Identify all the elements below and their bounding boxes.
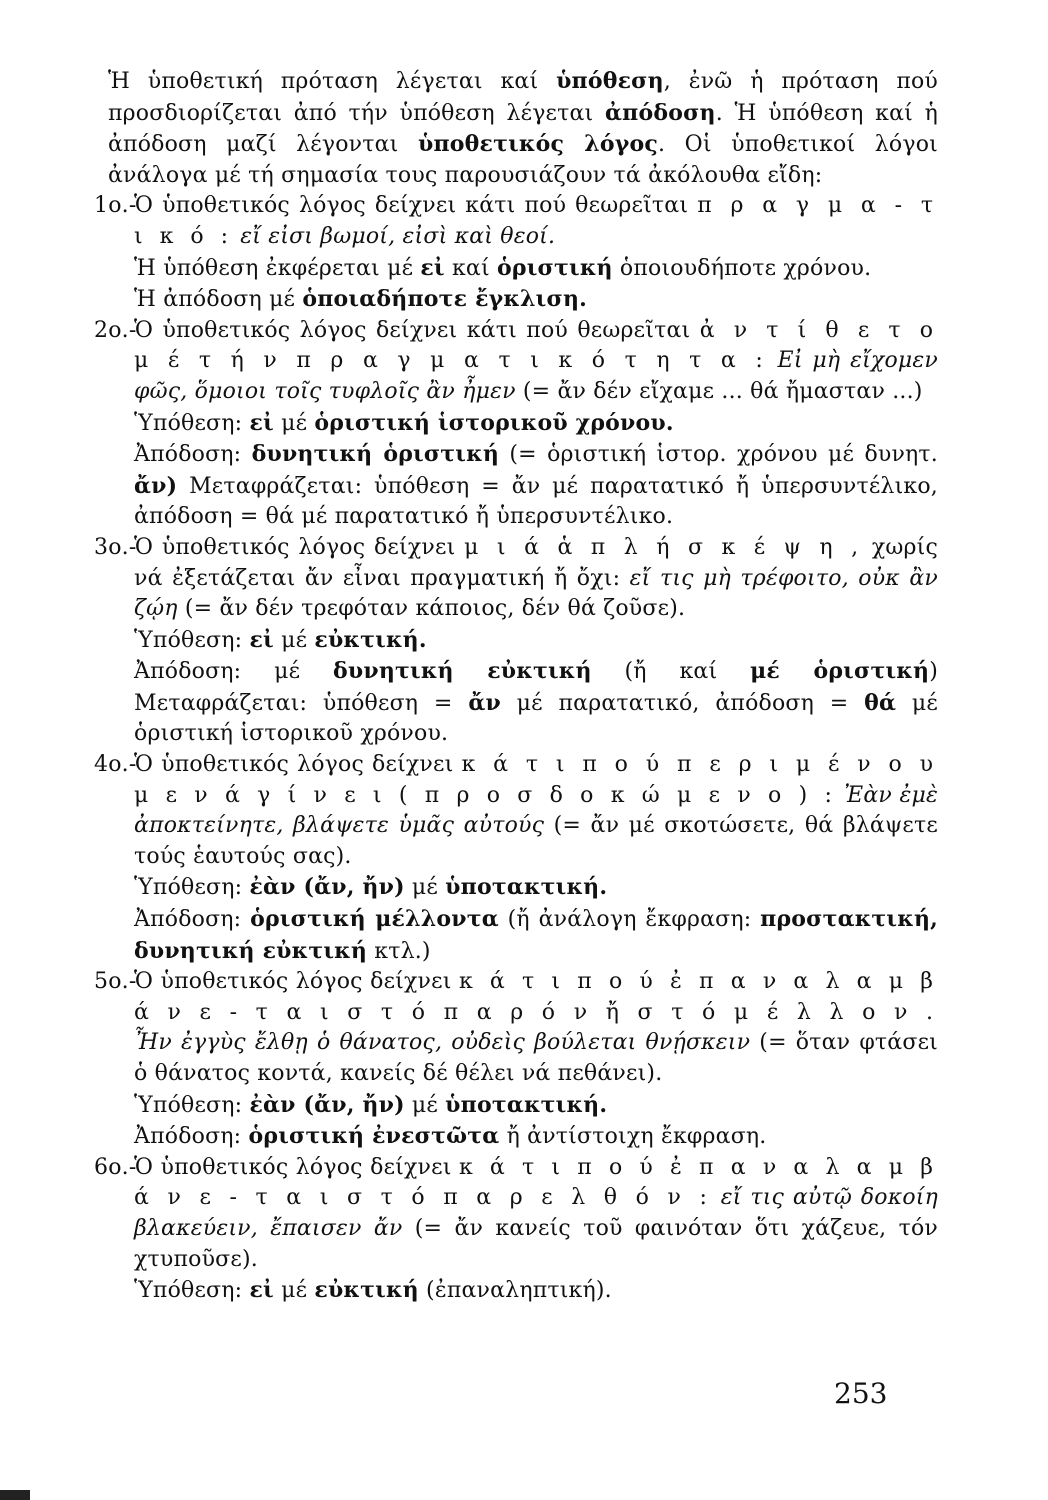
- rule-bold: ἐὰν (ἄν, ἤν): [249, 874, 405, 901]
- translation: (= ὅταν φτάσει ὁ θάνατος κοντά, κανείς δέ θέλει νά πεθάνει).: [134, 1030, 938, 1086]
- page-number: 253: [834, 1377, 888, 1410]
- item-number: 2ο.-: [94, 317, 137, 343]
- rule-bold: ὁριστική: [497, 254, 613, 281]
- list-item: [94, 533, 939, 750]
- intro-text: , ἐνῶ ἡ πρόταση πού προσδιορίζεται ἀπό τήν ὑπόθεση λέγεται: [108, 69, 939, 126]
- term-apodosis: ἀπόδοση: [605, 99, 716, 126]
- item-number: 6ο.-: [94, 1154, 137, 1180]
- item-text: Ὁ ὑποθετικός λόγος δείχνει: [134, 752, 462, 778]
- rule-text: Μεταφράζεται: ὑπόθεση = ἄν μέ παρατατικό ἤ ὑπερσυντέλικο, ἀπόδοση = θά μέ παρατατικό ἤ ὑπερσυντέλικο.: [134, 473, 938, 530]
- list-item: [94, 967, 939, 1153]
- rule-bold: εἰ: [249, 626, 274, 653]
- page-body: [94, 66, 939, 1307]
- rule-bold: ἄν): [134, 472, 178, 499]
- intro-text: . Οἱ ὑποθετικοί λόγοι ἀνάλογα μέ τή σημασία τους παρουσιάζουν τά ἀκόλουθα εἴδη:: [108, 132, 938, 188]
- term-conditional: ὑποθετικός λόγος: [417, 131, 658, 158]
- rule-text: Ἀπόδοση:: [134, 907, 251, 933]
- rule-bold: προστακτική, δυνητική εὐκτική: [134, 906, 938, 964]
- intro-text: . Ἡ ὑπόθεση καί ἡ ἀπόδοση μαζί λέγονται: [108, 100, 938, 158]
- rule-bold: εὐκτική.: [314, 626, 427, 653]
- rule-text: κτλ.): [367, 938, 431, 964]
- item-number: 5ο.-: [94, 969, 137, 995]
- item-number: 3ο.-: [94, 534, 137, 560]
- greek-example: Εἰ μὴ εἴχομεν φῶς, ὅμοιοι τοῖς τυφλοῖς ἂν ἦμεν: [134, 348, 938, 404]
- spaced-term: κ ά τ ι π ο ύ ἐ π α ν α λ α μ β ά ν ε - τ α ι σ τ ό π α ρ ό ν ἤ σ τ ό μ έ λ λ ο ν .: [134, 969, 939, 1025]
- translation: (= ἄν μέ σκοτώσετε, θά βλάψετε τούς ἑαυτούς σας).: [134, 813, 938, 869]
- item-text: Ὁ ὑποθετικός λόγος δείχνει: [134, 1154, 459, 1180]
- rule-text: Ὑπόθεση:: [134, 410, 250, 436]
- list-item: [94, 316, 938, 533]
- rule-bold: εἰ: [420, 254, 445, 281]
- rule-bold: δυνητική εὐκτική: [333, 658, 592, 685]
- greek-example: εἴ τις μὴ τρέφοιτο, οὐκ ἂν ζῴη: [134, 565, 939, 622]
- rule-bold: ὑποτακτική.: [445, 1091, 608, 1118]
- rule-text: (= ὁριστική ἱστορ. χρόνου μέ δυνητ.: [499, 442, 938, 468]
- translation: (= ἄν κανείς τοῦ φαινόταν ὅτι χάζευε, τόν χτυποῦσε).: [134, 1215, 938, 1272]
- rule-text: Ἀπόδοση:: [134, 1124, 249, 1150]
- intro-text: Ἡ ὑποθετική πρόταση λέγεται καί: [108, 69, 557, 94]
- spaced-term: ἀ ν τ ί θ ε τ ο μ έ τ ή ν π ρ α γ μ α τ ι κ ό τ η τ α :: [134, 317, 938, 374]
- greek-example: Ἦν ἐγγὺς ἔλθῃ ὁ θάνατος, οὐδεὶς βούλεται θνῄσκειν: [134, 1030, 751, 1056]
- item-text: Ὁ ὑποθετικός λόγος δείχνει: [134, 969, 459, 995]
- greek-example: Ἐὰν ἐμὲ ἀποκτείνητε, βλάψετε ὑμᾶς αὐτούς: [134, 782, 938, 839]
- rule-text: Ἀπόδοση: μέ: [134, 659, 334, 685]
- item-text: Ὁ ὑποθετικός λόγος δείχνει: [134, 534, 465, 560]
- rule-bold: θά: [864, 689, 897, 716]
- rule-bold: ὁριστική μέλλοντα: [250, 906, 499, 933]
- list-item: [94, 1153, 939, 1307]
- rule-bold: ὁριστική ἐνεστῶτα: [248, 1123, 500, 1150]
- spaced-term: π ρ α γ μ α - τ ι κ ό :: [134, 193, 939, 249]
- rule-text: καί: [444, 255, 497, 281]
- rule-bold: μέ ὁριστική: [750, 658, 930, 685]
- spaced-term: κ ά τ ι π ο ύ π ε ρ ι μ έ ν ο υ μ ε ν ά γ ί ν ε ι ( π ρ ο σ δ ο κ ώ μ ε ν ο ) :: [134, 752, 939, 808]
- item-number: 1ο.-: [94, 193, 137, 219]
- list-item: [94, 750, 939, 967]
- rule-text: ) Μεταφράζεται: ὑπόθεση =: [134, 659, 938, 716]
- rule-text: Ὑπόθεση:: [134, 627, 250, 653]
- rule-bold: ἐὰν (ἄν, ἤν): [249, 1091, 405, 1118]
- scan-edge-mark: [0, 1490, 30, 1500]
- rule-bold: εὐκτική: [314, 1277, 419, 1304]
- rule-text: (ἤ ἀνάλογη ἔκφραση:: [498, 907, 761, 933]
- translation: (= ἄν δέν εἴχαμε ... θά ἤμασταν ...): [515, 378, 923, 404]
- item-text: Ὁ ὑποθετικός λόγος δείχνει κάτι πού θεωρεῖται: [134, 317, 700, 343]
- rule-bold: ὁποιαδήποτε ἔγκλιση.: [302, 286, 587, 313]
- rule-bold: εἰ: [249, 409, 274, 436]
- greek-example: εἴ τις αὐτῷ δοκοίη βλακεύειν, ἔπαισεν ἄν: [134, 1185, 938, 1241]
- rule-bold: δυνητική ὁριστική: [251, 441, 500, 468]
- greek-example: εἴ εἰσι βωμοί, εἰσὶ καὶ θεοί.: [233, 223, 556, 249]
- rule-text: Ὑπόθεση:: [134, 1092, 250, 1118]
- spaced-term: μ ι ά ἁ π λ ή σ κ έ ψ η ,: [464, 534, 864, 560]
- translation: (= ἄν δέν τρεφόταν κάποιος, δέν θά ζοῦσε).: [177, 596, 686, 622]
- rule-text: μέ παρατατικό, ἀπόδοση =: [500, 690, 865, 716]
- rule-text: Ὑπόθεση:: [134, 875, 250, 901]
- item-text: χωρίς νά ἐξετάζεται ἄν εἶναι πραγματική ἤ ὄχι:: [134, 534, 938, 591]
- rule-bold: εἰ: [249, 1277, 274, 1304]
- intro-paragraph: [108, 66, 938, 191]
- rule-text: Ἡ ὑπόθεση ἐκφέρεται μέ: [134, 255, 421, 281]
- rule-text: μέ: [404, 875, 446, 901]
- item-number: 4ο.-: [94, 752, 137, 778]
- rule-text: ὁποιουδήποτε χρόνου.: [612, 255, 872, 281]
- rule-bold: ὑποτακτική.: [445, 874, 608, 901]
- rule-text: μέ: [273, 627, 315, 653]
- item-text: Ὁ ὑποθετικός λόγος δείχνει κάτι πού θεωρεῖται: [134, 193, 698, 219]
- rule-text: (ἐπαναληπτική).: [418, 1278, 612, 1304]
- rule-text: Ἀπόδοση:: [134, 442, 252, 468]
- rule-text: Ἡ ἀπόδοση μέ: [134, 287, 303, 313]
- rule-text: μέ: [273, 410, 315, 436]
- rule-bold: ὁριστική ἱστορικοῦ χρόνου.: [314, 409, 674, 436]
- rule-text: μέ ὁριστική ἱστορικοῦ χρόνου.: [134, 690, 938, 747]
- list-item: [94, 191, 939, 315]
- term-hypothesis: ὑπόθεση: [556, 68, 664, 94]
- rule-text: Ὑπόθεση:: [134, 1278, 250, 1304]
- spaced-term: κ ά τ ι π ο ύ ἐ π α ν α λ α μ β ά ν ε - τ α ι σ τ ό π α ρ ε λ θ ό ν :: [134, 1154, 939, 1211]
- rule-text: μέ: [404, 1092, 446, 1118]
- rule-bold: ἄν: [468, 689, 501, 716]
- rule-text: ἤ ἀντίστοιχη ἔκφραση.: [499, 1124, 767, 1150]
- rule-text: μέ: [273, 1278, 315, 1304]
- rule-text: (ἤ καί: [591, 659, 751, 685]
